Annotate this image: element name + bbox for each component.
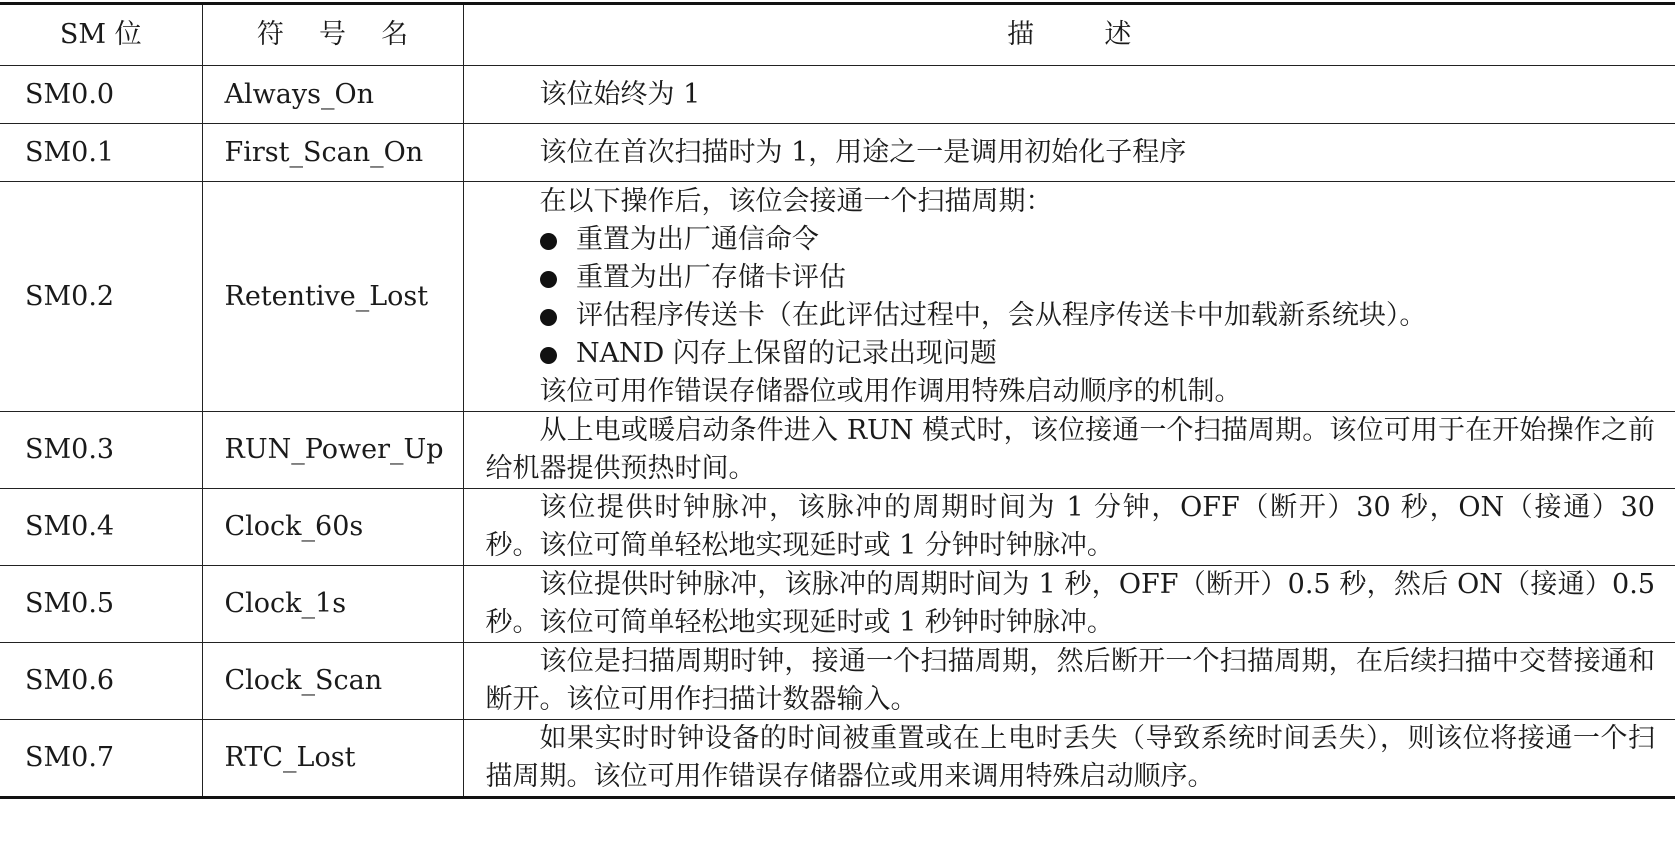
table-row [0, 489, 1675, 566]
table-row [0, 720, 1675, 798]
description-intro: 在以下操作后，该位会接通一个扫描周期： [539, 185, 1053, 217]
table-row [0, 412, 1675, 489]
table-row [0, 124, 1675, 182]
description-bullet-list [486, 221, 1656, 373]
sm-bit-cell: SM0.1 [0, 124, 202, 182]
list-item [540, 221, 1656, 259]
header-symbol-text: 符号名 [256, 19, 444, 50]
list-item [540, 335, 1656, 373]
symbol-cell: RTC_Lost [202, 720, 463, 798]
list-item-text: 评估程序传送卡（在此评估过程中，会从程序传送卡中加载新系统块）。 [575, 299, 1427, 331]
description-text: 该位提供时钟脉冲，该脉冲的周期时间为 1 秒，OFF（断开）0.5 秒，然后 ON（接通）0.5 秒。该位可简单轻松地实现延时或 1 秒钟时钟脉冲。 [485, 569, 1655, 638]
bullet-dot-icon [540, 233, 557, 250]
description-text: 该位始终为 1 [539, 78, 701, 110]
table-row [0, 182, 1675, 412]
bullet-dot-icon [540, 347, 557, 364]
description-cell [463, 489, 1675, 566]
description-text: 从上电或暖启动条件进入 RUN 模式时，该位接通一个扫描周期。该位可用于在开始操作之前给机器提供预热时间。 [485, 415, 1655, 484]
description-text: 该位在首次扫描时为 1，用途之一是调用初始化子程序 [539, 136, 1187, 168]
table-header-row [0, 4, 1675, 66]
sm-bit-cell: SM0.5 [0, 566, 202, 643]
description-cell [463, 66, 1675, 124]
sm-bit-cell: SM0.6 [0, 643, 202, 720]
list-item-text: 重置为出厂通信命令 [575, 223, 819, 255]
sm-bits-table [0, 2, 1675, 799]
list-item-text: NAND 闪存上保留的记录出现问题 [575, 337, 997, 369]
sm-bit-cell: SM0.0 [0, 66, 202, 124]
symbol-cell: First_Scan_On [202, 124, 463, 182]
symbol-cell: Retentive_Lost [202, 182, 463, 412]
table-row [0, 66, 1675, 124]
bullet-dot-icon [540, 309, 557, 326]
symbol-cell: Clock_60s [202, 489, 463, 566]
description-cell [463, 643, 1675, 720]
header-description-text: 描述 [1007, 19, 1202, 50]
sm-bit-cell: SM0.4 [0, 489, 202, 566]
table-row [0, 643, 1675, 720]
header-sm-bit: SM 位 [0, 4, 202, 66]
description-text: 该位是扫描周期时钟，接通一个扫描周期，然后断开一个扫描周期，在后续扫描中交替接通和断开。该位可用作扫描计数器输入。 [485, 646, 1655, 715]
sm-bit-cell: SM0.2 [0, 182, 202, 412]
symbol-cell: RUN_Power_Up [202, 412, 463, 489]
list-item [540, 297, 1656, 335]
description-cell [463, 720, 1675, 798]
description-outro: 该位可用作错误存储器位或用作调用特殊启动顺序的机制。 [539, 375, 1242, 407]
description-text: 如果实时时钟设备的时间被重置或在上电时丢失（导致系统时间丢失），则该位将接通一个扫描周期。该位可用作错误存储器位或用来调用特殊启动顺序。 [485, 723, 1655, 792]
header-description [463, 4, 1675, 66]
list-item-text: 重置为出厂存储卡评估 [575, 261, 846, 293]
description-cell [463, 124, 1675, 182]
description-cell [463, 412, 1675, 489]
list-item [540, 259, 1656, 297]
table-row [0, 566, 1675, 643]
symbol-cell: Clock_1s [202, 566, 463, 643]
symbol-cell: Clock_Scan [202, 643, 463, 720]
bullet-dot-icon [540, 271, 557, 288]
sm-bit-cell: SM0.3 [0, 412, 202, 489]
description-text: 该位提供时钟脉冲，该脉冲的周期时间为 1 分钟，OFF（断开）30 秒，ON（接通）30 秒。该位可简单轻松地实现延时或 1 分钟时钟脉冲。 [485, 492, 1655, 561]
symbol-cell: Always_On [202, 66, 463, 124]
description-cell [463, 182, 1675, 412]
description-cell [463, 566, 1675, 643]
sm-bit-cell: SM0.7 [0, 720, 202, 798]
header-symbol [202, 4, 463, 66]
